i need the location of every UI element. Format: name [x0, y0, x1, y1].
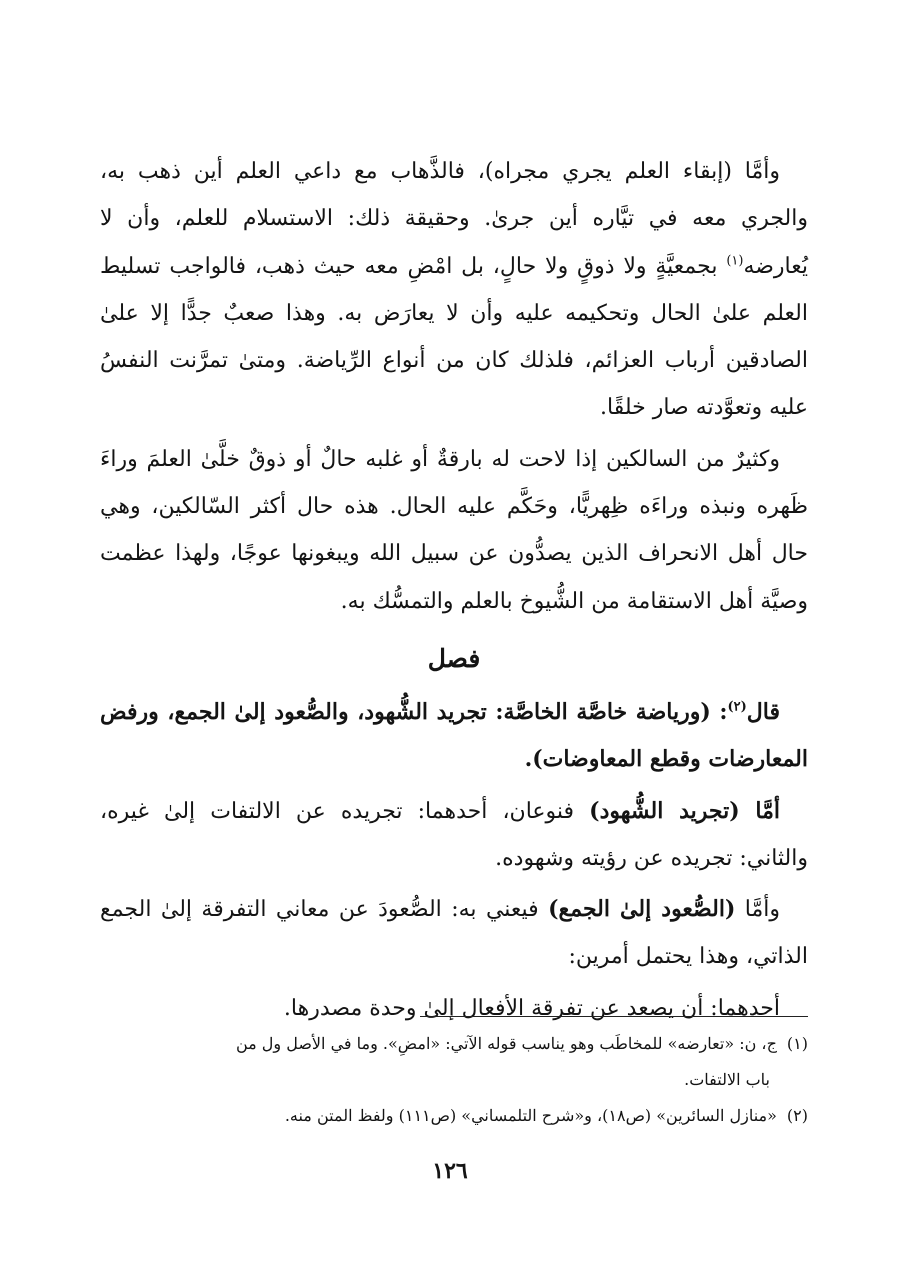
- page-number: ١٢٦: [432, 1158, 468, 1184]
- paragraph-3-quote: [100, 689, 808, 784]
- footnote-1-continued: باب الالتفات.: [684, 1070, 770, 1089]
- footnote-ref-2[interactable]: (٢): [727, 699, 747, 715]
- paragraph-1: [100, 148, 808, 432]
- paragraph-4-text: فنوعان، أحدهما: تجريده عن الالتفات إلىٰ غيره، والثاني: تجريده عن رؤيته وشهوده.: [100, 798, 808, 871]
- paragraph-3-text: : (ورياضة خاصَّة الخاصَّة: تجريد الشُّهود، والصُّعود إلىٰ الجمع، ورفض المعارضات وقطع المعاوضات).: [100, 698, 808, 773]
- section-heading: فصل: [427, 643, 481, 673]
- footnotes: [100, 1026, 808, 1134]
- paragraph-5-lead-a: وأمَّا: [735, 897, 780, 923]
- paragraph-5-text: فيعني به: الصُّعودَ عن معاني التفرقة إلىٰ الجمع الذاتي، وهذا يحتمل أمرين:: [100, 897, 808, 970]
- paragraph-1-text: وأمَّا (إبقاء العلم يجري مجراه)، فالذَّهاب مع داعي العلم أين ذهب به، والجري معه في تيَّاره أين جرىٰ. وحقيقة ذلك: الاستسلام للعلم، وأن لا يُعارضه: [100, 159, 808, 279]
- paragraph-2: وكثيرٌ من السالكين إذا لاحت له بارقةٌ أو غلبه حالٌ أو ذوقٌ خلَّىٰ العلمَ وراءَ ظَهره ونبذه وراءَه ظِهريًّا، وحَكَّم عليه الحال. هذه حال أكثر السّالكين، وهي حال أهل الانحراف الذين يصدُّون عن سبيل الله ويبغونها عوجًا، ولهذا عظمت وصيَّة أهل الاستقامة من الشُّيوخ بالعلم والتمسُّك به.: [100, 446, 808, 614]
- main-text: [100, 148, 808, 1032]
- footnote-2-number: (٢): [786, 1106, 808, 1125]
- footnote-1-line1: ج، ن: «تعارضه» للمخاطَب وهو يناسب قوله الآتي: «امضِ». وما في الأصل ول من: [235, 1034, 777, 1053]
- footnote-divider: [420, 1016, 808, 1017]
- footnote-1: [100, 1026, 808, 1062]
- footnote-2-line1: «منازل السائرين» (ص١٨)، و«شرح التلمساني» (ص١١١) ولفظ المتن منه.: [284, 1106, 777, 1125]
- paragraph-4: [100, 788, 808, 883]
- footnote-2: [100, 1098, 808, 1134]
- paragraph-1-rest: بجمعيَّةٍ ولا ذوقٍ ولا حالٍ، بل امْضِ معه حيث ذهب، فالواجب تسليط العلم علىٰ الحال وتحكيمه عليه وأن لا يعارَض به. وهذا صعبٌ جدًّا إلا علىٰ الصادقين أرباب العزائم، فلذلك كان من أنواع الرِّياضة. ومتىٰ تمرَّنت النفسُ عليه وتعوَّدته صار خلقًا.: [100, 253, 808, 421]
- footnote-1-number: (١): [786, 1034, 808, 1053]
- paragraph-5-lead-b: (الصُّعود إلىٰ الجمع): [548, 896, 736, 923]
- paragraph-3-lead: قال: [746, 698, 780, 725]
- footnote-ref-1[interactable]: (١): [726, 253, 744, 269]
- paragraph-5: [100, 886, 808, 981]
- paragraph-4-lead: أمَّا (تجريد الشُّهود): [589, 797, 780, 824]
- paragraph-6: أحدهما: أن يصعد عن تفرقة الأفعال إلىٰ وحدة مصدرها.: [283, 995, 780, 1021]
